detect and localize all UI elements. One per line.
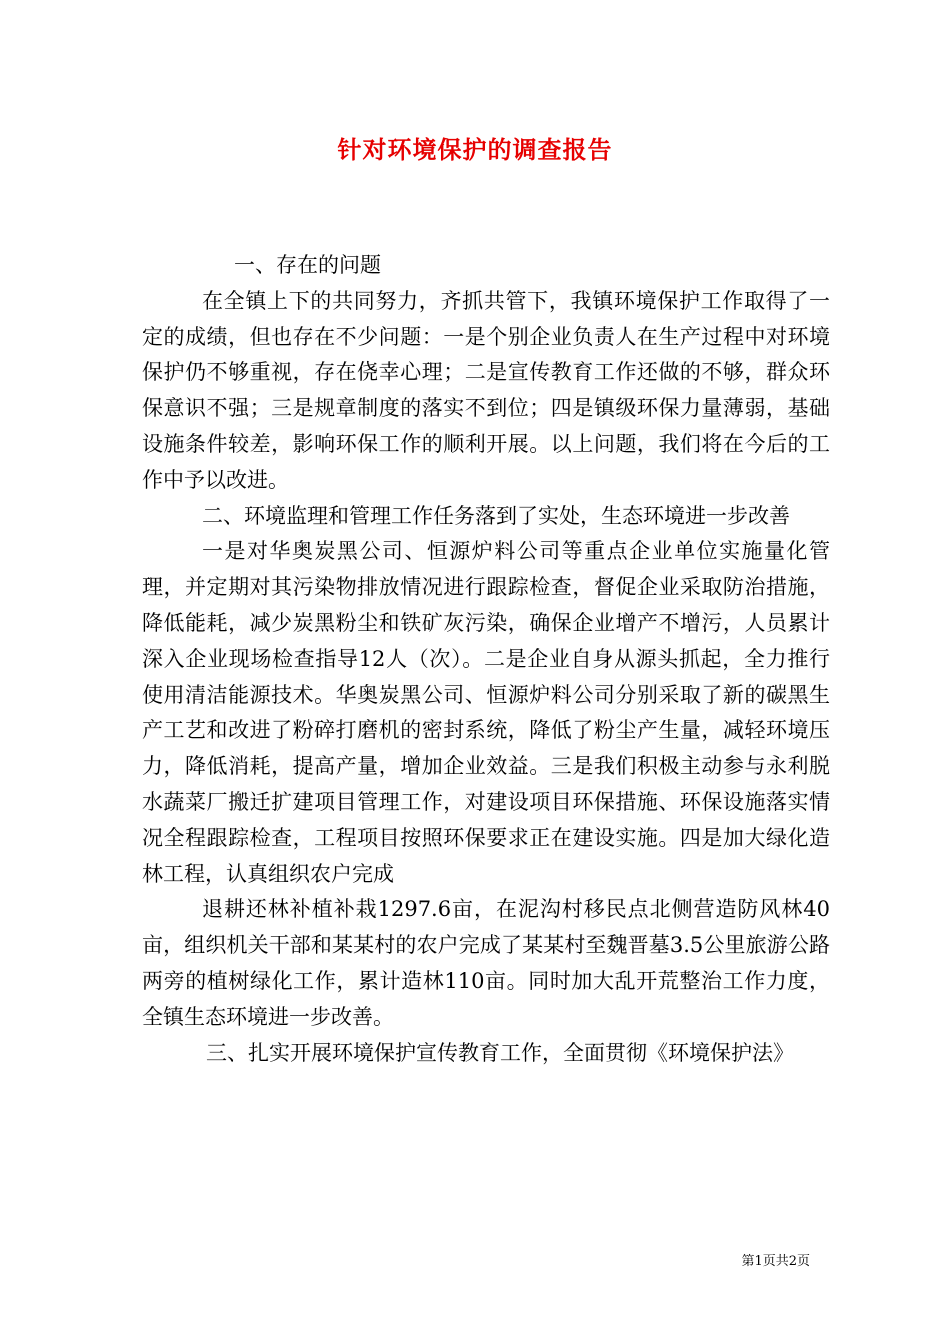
paragraph-problems: 在全镇上下的共同努力，齐抓共管下，我镇环境保护工作取得了一定的成绩，但也存在不少问题：一是个别企业负责人在生产过程中对环境保护仍不够重视，存在侥幸心理；二是宣传教育工作还做的不够，群众环保意识不强；三是规章制度的落实不到位；四是镇级环保力量薄弱，基础设施条件较差，影响环保工作的顺利开展。以上问题，我们将在今后的工作中予以改进。 [142, 288, 830, 492]
page-number: 第1页共2页 [741, 1254, 810, 1269]
section-heading-1: 一、存在的问题 [234, 253, 381, 277]
document-title: 针对环境保护的调查报告 [337, 135, 613, 164]
document-body [142, 248, 830, 1071]
section-heading-3: 三、扎实开展环境保护宣传教育工作，全面贯彻《环境保护法》 [206, 1040, 794, 1065]
section-heading-2: 二、环境监理和管理工作任务落到了实处，生态环境进一步改善 [202, 503, 790, 528]
paragraph-reforestation: 退耕还林补植补栽1297.6亩，在泥沟村移民点北侧营造防风林40亩，组织机关干部和某某村的农户完成了某某村至魏晋墓3.5公里旅游公路两旁的植树绿化工作，累计造林110亩。同时加大乱开荒整治工作力度，全镇生态环境进一步改善。 [142, 897, 830, 1029]
paragraph-management: 一是对华奥炭黑公司、恒源炉料公司等重点企业单位实施量化管理，并定期对其污染物排放情况进行跟踪检查，督促企业采取防治措施，降低能耗，减少炭黑粉尘和铁矿灰污染，确保企业增产不增污，人员累计深入企业现场检查指导12人（次）。二是企业自身从源头抓起，全力推行使用清洁能源技术。华奥炭黑公司、恒源炉料公司分别采取了新的碳黑生产工艺和改进了粉碎打磨机的密封系统，降低了粉尘产生量，减轻环境压力，降低消耗，提高产量，增加企业效益。三是我们积极主动参与永利脱水蔬菜厂搬迁扩建项目管理工作，对建设项目环保措施、环保设施落实情况全程跟踪检查，工程项目按照环保要求正在建设实施。四是加大绿化造林工程，认真组织农户完成 [142, 539, 830, 886]
